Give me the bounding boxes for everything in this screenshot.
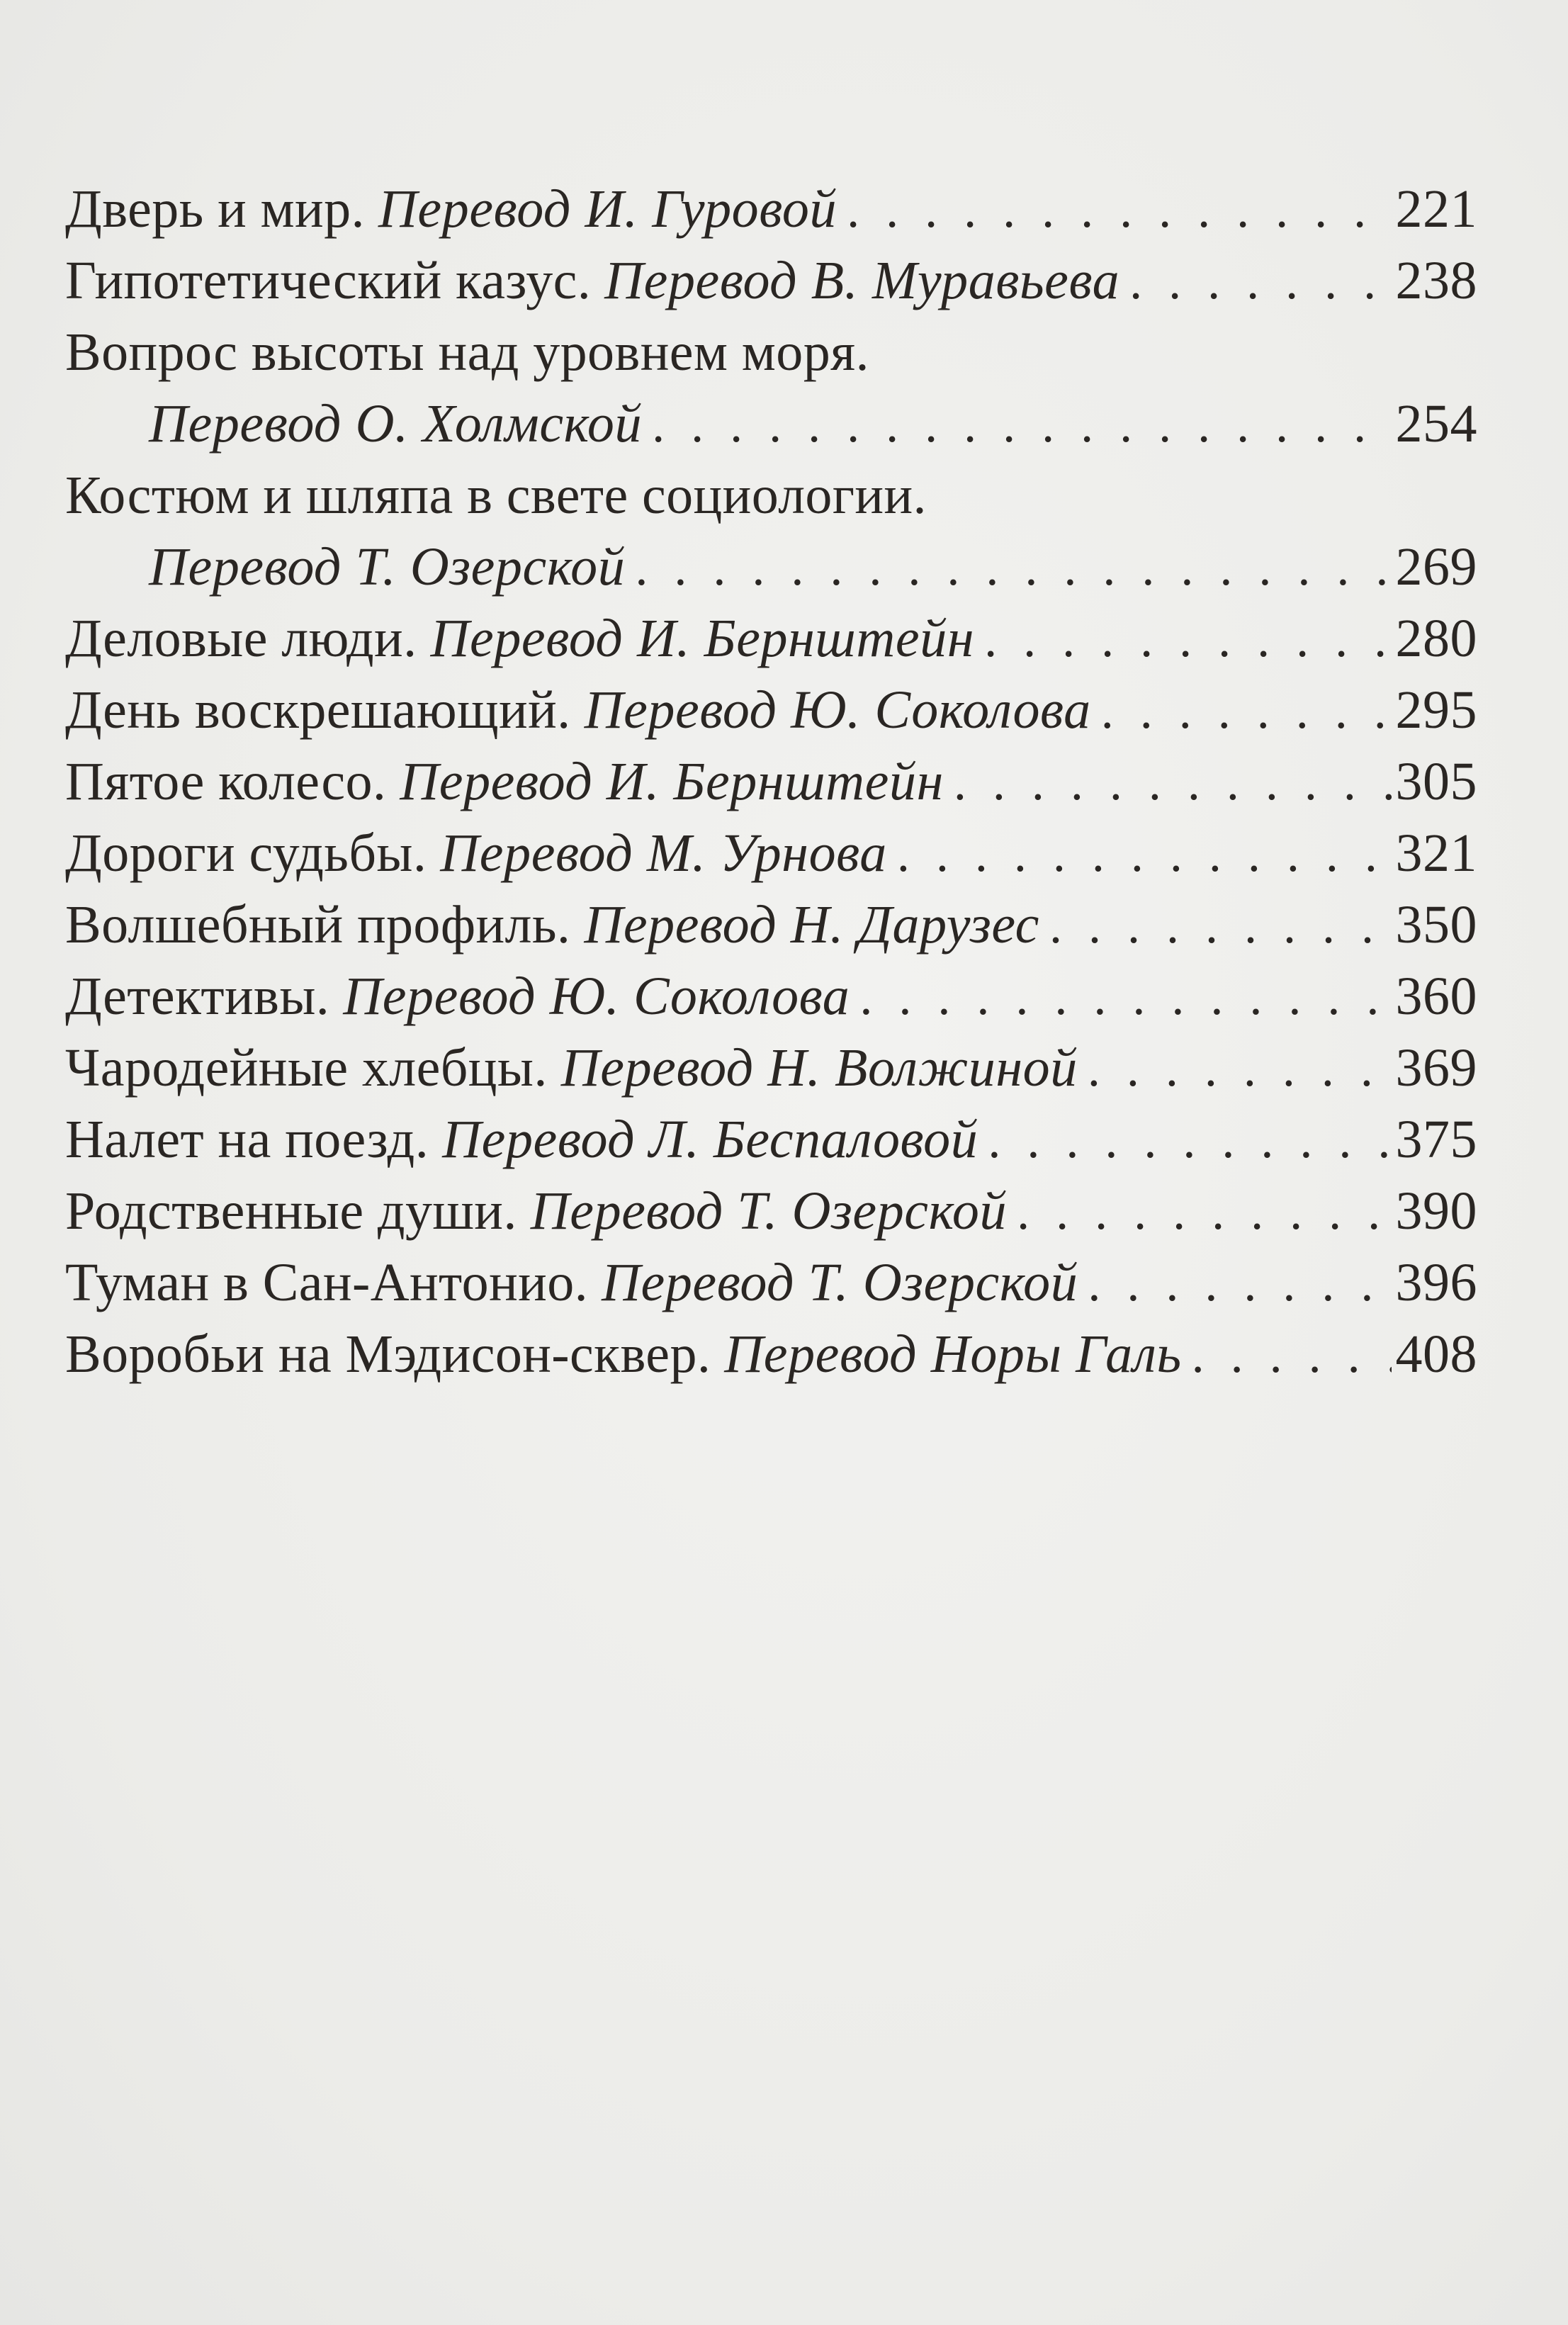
page-number: 321: [1395, 823, 1477, 883]
table-of-contents: [65, 174, 1477, 1390]
translator: Перевод И. Бернштейн: [400, 752, 944, 811]
toc-entry-title-line: [65, 317, 1477, 388]
story-title: Вопрос высоты над уровнем моря.: [65, 322, 869, 382]
toc-entry-title-line: [65, 460, 1477, 531]
translator: Перевод Норы Галь: [724, 1324, 1182, 1384]
toc-entry: [65, 889, 1477, 961]
story-title: Пятое колесо.: [65, 752, 387, 811]
translator: Перевод И. Гуровой: [378, 179, 837, 239]
dot-leader: [1049, 890, 1392, 962]
story-title: Налет на поезд.: [65, 1110, 429, 1169]
story-title: Волшебный профиль.: [65, 895, 571, 955]
dot-leader: [1192, 1319, 1392, 1391]
story-title: Родственные души.: [65, 1181, 517, 1241]
dot-leader: [1129, 246, 1391, 317]
toc-entry: [65, 746, 1477, 818]
story-title: Костюм и шляпа в свете социологии.: [65, 466, 927, 525]
toc-entry: [65, 1247, 1477, 1319]
translator: Перевод Ю. Соколова: [584, 680, 1091, 740]
dot-leader: [1017, 1176, 1391, 1248]
dot-leader: [897, 818, 1392, 890]
translator: Перевод Л. Беспаловой: [442, 1110, 978, 1169]
toc-entry: [65, 818, 1477, 889]
page-number: 305: [1395, 752, 1477, 811]
page-number: 390: [1395, 1181, 1477, 1241]
toc-entry: [65, 603, 1477, 675]
story-title: Деловые люди.: [65, 609, 417, 668]
toc-entry-translator-line: [65, 531, 1477, 603]
page-number: 280: [1395, 609, 1477, 668]
story-title: Туман в Сан-Антонио.: [65, 1253, 589, 1312]
dot-leader: [652, 389, 1391, 461]
page-number: 408: [1395, 1324, 1477, 1384]
translator: Перевод Н. Волжиной: [560, 1038, 1078, 1098]
translator: Перевод И. Бернштейн: [430, 609, 975, 668]
translator: Перевод Н. Дарузес: [584, 895, 1039, 955]
translator: Перевод Т. Озерской: [602, 1253, 1078, 1312]
page-number: 238: [1395, 251, 1477, 310]
toc-entry: [65, 1104, 1477, 1176]
translator: Перевод В. Муравьева: [604, 251, 1120, 310]
story-title: Дверь и мир.: [65, 179, 365, 239]
dot-leader: [984, 604, 1391, 675]
page-number: 295: [1395, 680, 1477, 740]
story-title: День воскрешающий.: [65, 680, 571, 740]
page-number: 350: [1395, 895, 1477, 955]
page-number: 369: [1395, 1038, 1477, 1098]
dot-leader: [859, 962, 1391, 1033]
translator: Перевод О. Холмской: [149, 394, 643, 454]
dot-leader: [1101, 675, 1392, 747]
story-title: Воробьи на Мэдисон-сквер.: [65, 1324, 711, 1384]
dot-leader: [847, 174, 1391, 246]
toc-entry: [65, 245, 1477, 317]
page-number: 396: [1395, 1253, 1477, 1312]
toc-entry-translator-line: [65, 388, 1477, 460]
toc-entry: [65, 1319, 1477, 1390]
dot-leader: [954, 747, 1392, 818]
page-number: 221: [1395, 179, 1477, 239]
toc-entry: [65, 174, 1477, 245]
story-title: Дороги судьбы.: [65, 823, 427, 883]
toc-entry: [65, 1176, 1477, 1247]
dot-leader: [1088, 1033, 1392, 1105]
dot-leader: [635, 532, 1391, 604]
page-number: 269: [1395, 537, 1477, 597]
translator: Перевод Т. Озерской: [149, 537, 626, 597]
page-number: 360: [1395, 967, 1477, 1026]
toc-entry: [65, 961, 1477, 1032]
dot-leader: [988, 1105, 1391, 1176]
page-number: 254: [1395, 394, 1477, 454]
story-title: Детективы.: [65, 967, 330, 1026]
translator: Перевод Ю. Соколова: [343, 967, 850, 1026]
translator: Перевод М. Урнова: [440, 823, 887, 883]
dot-leader: [1088, 1248, 1391, 1319]
story-title: Гипотетический казус.: [65, 251, 592, 310]
toc-entry: [65, 675, 1477, 746]
translator: Перевод Т. Озерской: [530, 1181, 1008, 1241]
page-number: 375: [1395, 1110, 1477, 1169]
toc-entry: [65, 1032, 1477, 1104]
story-title: Чародейные хлебцы.: [65, 1038, 548, 1098]
